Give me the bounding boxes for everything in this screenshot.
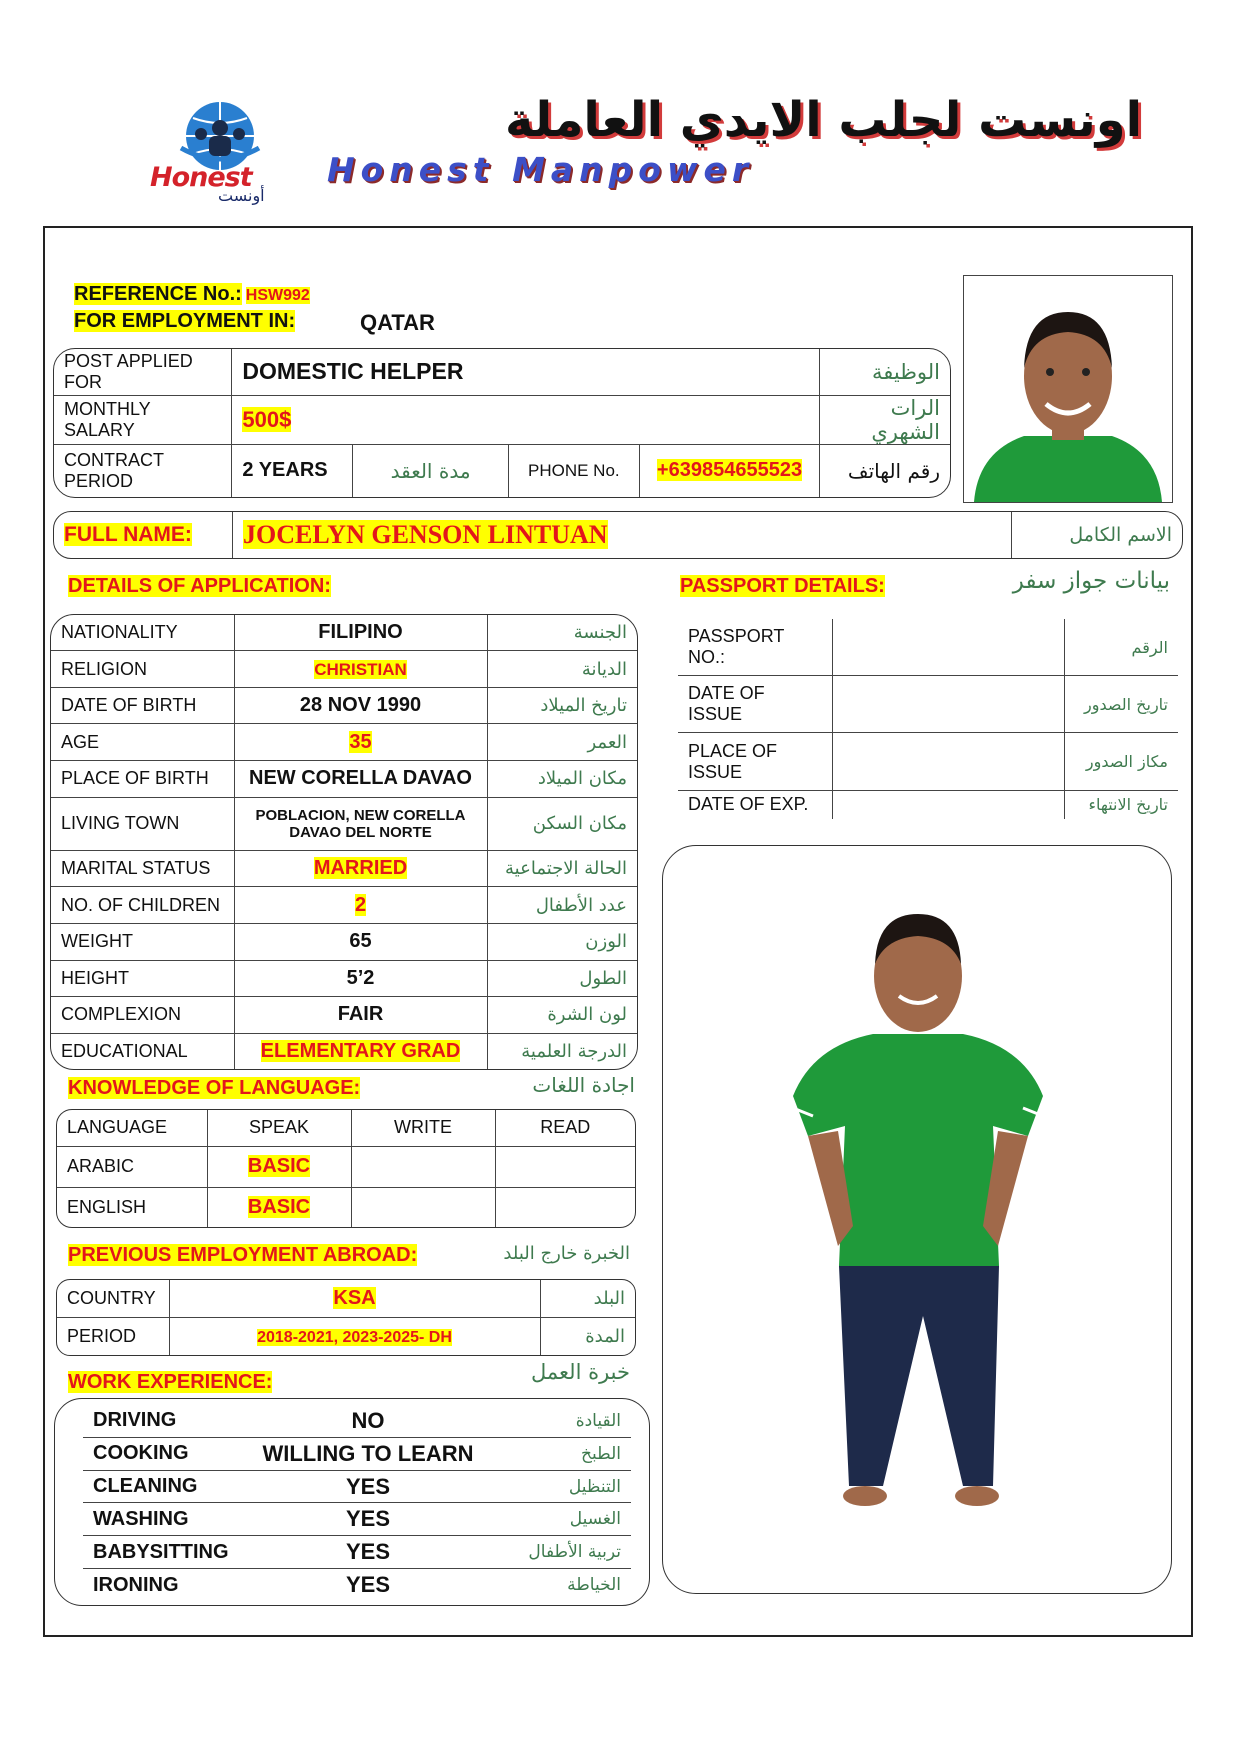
details-row [51,887,637,924]
details-value-cell [234,960,487,997]
previous-label: PERIOD [57,1318,169,1356]
salary-label-ar: الرات الشهري [820,395,950,444]
full-name-row [53,511,1183,559]
details-label-ar: الجنسة [487,615,637,651]
reference-line [74,283,310,306]
details-value-cell [234,850,487,887]
details-label: MARITAL STATUS [51,850,234,887]
details-label-ar: عدد الأطفال [487,887,637,924]
details-value-cell [234,923,487,960]
work-value: YES [345,1572,391,1598]
details-value-cell [234,997,487,1034]
language-header: SPEAK [207,1110,351,1146]
details-value-cell [234,760,487,797]
details-label: COMPLEXION [51,997,234,1034]
work-row [83,1437,631,1470]
language-header-row [57,1110,635,1146]
contract-label-ar: مدة العقد [353,444,509,497]
details-value: 2 [354,893,367,916]
work-table [54,1398,650,1606]
passport-row [678,790,1178,819]
details-value: CHRISTIAN [314,659,407,679]
passport-rows [678,619,1178,819]
employment-country: QATAR [360,310,435,335]
work-row [83,1470,631,1503]
work-label: COOKING [83,1437,243,1470]
details-label-ar: الدرجة العلمية [487,1033,637,1069]
previous-value-cell [169,1318,540,1356]
language-rows [57,1110,635,1227]
details-label-ar: العمر [487,724,637,761]
details-label: WEIGHT [51,923,234,960]
details-rows [51,615,637,1069]
previous-value-cell [169,1280,540,1318]
passport-row [678,619,1178,676]
details-label: EDUCATIONAL [51,1033,234,1069]
work-title-text: WORK EXPERIENCE: [68,1371,273,1393]
language-header: WRITE [351,1110,495,1146]
full-body-photo [662,845,1172,1594]
salary-value: 500$ [242,406,292,432]
work-title-ar: خبرة العمل [531,1360,630,1384]
details-value: POBLACION, NEW CORELLA DAVAO DEL NORTE [255,806,466,841]
details-label: DATE OF BIRTH [51,687,234,724]
details-row [51,923,637,960]
details-value: FAIR [337,1003,384,1026]
work-value: YES [243,1536,493,1569]
previous-label-ar: البلد [540,1280,635,1318]
details-label: AGE [51,724,234,761]
work-label-ar: الخياطة [567,1575,621,1596]
details-value: NEW CORELLA DAVAO [249,767,472,790]
work-row [83,1405,631,1437]
full-name-label: FULL NAME: [64,523,192,546]
language-write [351,1187,495,1227]
phone-value: +639854655523 [656,459,803,482]
details-label: LIVING TOWN [51,797,234,850]
phone-label-ar: رقم الهاتف [820,444,950,497]
passport-label: DATE OF EXP. [678,790,832,819]
passport-value [832,790,1064,819]
details-table [50,614,638,1070]
details-row [51,615,637,651]
details-value-cell [234,724,487,761]
previous-rows [57,1280,635,1355]
job-info-table [53,348,951,498]
details-label-ar: مكان الميلاد [487,760,637,797]
language-name: ENGLISH [57,1187,207,1227]
reference-label: REFERENCE No.: [74,283,242,305]
salary-label: MONTHLY SALARY [54,395,232,444]
work-label: BABYSITTING [83,1536,243,1569]
work-row [83,1536,631,1569]
details-value: MARRIED [313,857,408,880]
language-row [57,1187,635,1227]
details-label: RELIGION [51,651,234,688]
previous-value: KSA [333,1287,376,1309]
details-value: 28 NOV 1990 [299,694,422,717]
previous-label: COUNTRY [57,1280,169,1318]
details-label-ar: الحالة الاجتماعية [487,850,637,887]
language-read [495,1187,635,1227]
portrait-photo [963,275,1173,503]
language-speak: BASIC [247,1195,311,1218]
details-label-ar: تاريخ الميلاد [487,687,637,724]
passport-label: PLACE OF ISSUE [678,733,832,790]
full-name-label-ar: الاسم الكامل [1012,512,1183,558]
details-label: NATIONALITY [51,615,234,651]
details-label-ar: الوزن [487,923,637,960]
details-row [51,687,637,724]
details-row [51,850,637,887]
details-value: 5’2 [346,966,375,989]
details-value-cell [234,615,487,651]
work-row [83,1503,631,1536]
details-row [51,960,637,997]
employment-label: FOR EMPLOYMENT IN: [74,310,296,332]
post-label: POST APPLIED FOR [54,349,232,395]
details-label-ar: الطول [487,960,637,997]
employment-line [74,310,474,333]
passport-label-ar: تاريخ الصدور [1064,676,1178,733]
details-label-ar: الديانة [487,651,637,688]
previous-row [57,1318,635,1356]
details-value: 65 [349,930,372,953]
language-speak: BASIC [247,1155,311,1178]
language-title-text: KNOWLEDGE OF LANGUAGE: [68,1077,361,1099]
full-name-value: JOCELYN GENSON LINTUAN [243,520,608,549]
work-label: CLEANING [83,1470,243,1503]
previous-title-ar: الخبرة خارج البلد [503,1243,630,1264]
previous-title-text: PREVIOUS EMPLOYMENT ABROAD: [68,1244,418,1266]
work-label-ar: التنظيل [493,1470,631,1503]
language-header: LANGUAGE [57,1110,207,1146]
details-value: ELEMENTARY GRAD [260,1039,461,1062]
passport-table [678,619,1178,819]
details-value-cell [234,687,487,724]
portrait-person-icon [964,276,1172,502]
details-value-cell [234,887,487,924]
details-row [51,797,637,850]
previous-table [56,1279,636,1356]
passport-label: PASSPORT NO.: [678,619,832,676]
passport-value [832,676,1064,733]
passport-title-ar: بيانات جواز سفر [1012,568,1170,594]
contract-value: 2 YEARS [232,444,353,497]
work-value: WILLING TO LEARN [243,1437,493,1470]
work-label: IRONING [93,1573,179,1596]
work-label-ar: تربية الأطفال [493,1536,631,1569]
details-title [68,575,331,598]
details-row [51,760,637,797]
passport-label: DATE OF ISSUE [678,676,832,733]
language-name: ARABIC [57,1146,207,1187]
language-write [351,1146,495,1187]
language-speak-cell [207,1146,351,1187]
logo-text-ar: أونست [218,186,265,205]
passport-title-text: PASSPORT DETAILS: [680,575,885,597]
work-label-ar: القيادة [493,1405,631,1437]
work-label-ar: الطبخ [493,1437,631,1470]
previous-title [68,1244,417,1267]
passport-value [832,733,1064,790]
passport-title [680,575,885,598]
details-row [51,1033,637,1069]
language-read [495,1146,635,1187]
language-row [57,1146,635,1187]
passport-label-ar: تاريخ الانتهاء [1064,790,1178,819]
company-name-english: Honest Manpower [327,150,755,189]
language-title-ar: اجادة اللغات [532,1073,635,1097]
details-title-text: DETAILS OF APPLICATION: [68,575,331,597]
details-value-cell [234,651,487,688]
work-label-ar: الغسيل [493,1503,631,1536]
details-value: FILIPINO [318,621,403,644]
details-label: PLACE OF BIRTH [51,760,234,797]
passport-label-ar: الرقم [1064,619,1178,676]
details-label-ar: مكان السكن [487,797,637,850]
post-label-ar: الوظيفة [820,349,950,395]
work-label: WASHING [83,1503,243,1536]
phone-label: PHONE No. [509,444,639,497]
details-label-ar: لون الشرة [487,997,637,1034]
passport-value [832,619,1064,676]
work-title [68,1371,272,1394]
language-speak-cell [207,1187,351,1227]
passport-row [678,676,1178,733]
company-name-arabic: اونست لجلب الايدي العاملة [505,92,1143,148]
details-value-cell [234,1033,487,1069]
language-header: READ [495,1110,635,1146]
work-rows [83,1405,631,1601]
details-value-cell [234,797,487,850]
language-table [56,1109,636,1228]
work-value: YES [243,1503,493,1536]
previous-row [57,1280,635,1318]
logo-text-en: Honest [150,162,252,193]
details-row [51,724,637,761]
details-label: HEIGHT [51,960,234,997]
details-label: NO. OF CHILDREN [51,887,234,924]
previous-label-ar: المدة [540,1318,635,1356]
language-title [68,1077,360,1100]
work-row [83,1569,631,1601]
details-row [51,997,637,1034]
work-value: YES [243,1470,493,1503]
details-value: 35 [349,730,372,753]
details-row [51,651,637,688]
work-value: NO [243,1405,493,1437]
contract-label: CONTRACT PERIOD [54,444,232,497]
passport-label-ar: مكاز الصدور [1064,733,1178,790]
previous-value: 2018-2021, 2023-2025- DH [257,1329,452,1346]
passport-row [678,733,1178,790]
post-value: DOMESTIC HELPER [232,349,820,395]
full-body-person-icon [663,846,1172,1594]
work-label: DRIVING [83,1405,243,1437]
reference-value: HSW992 [245,287,310,304]
